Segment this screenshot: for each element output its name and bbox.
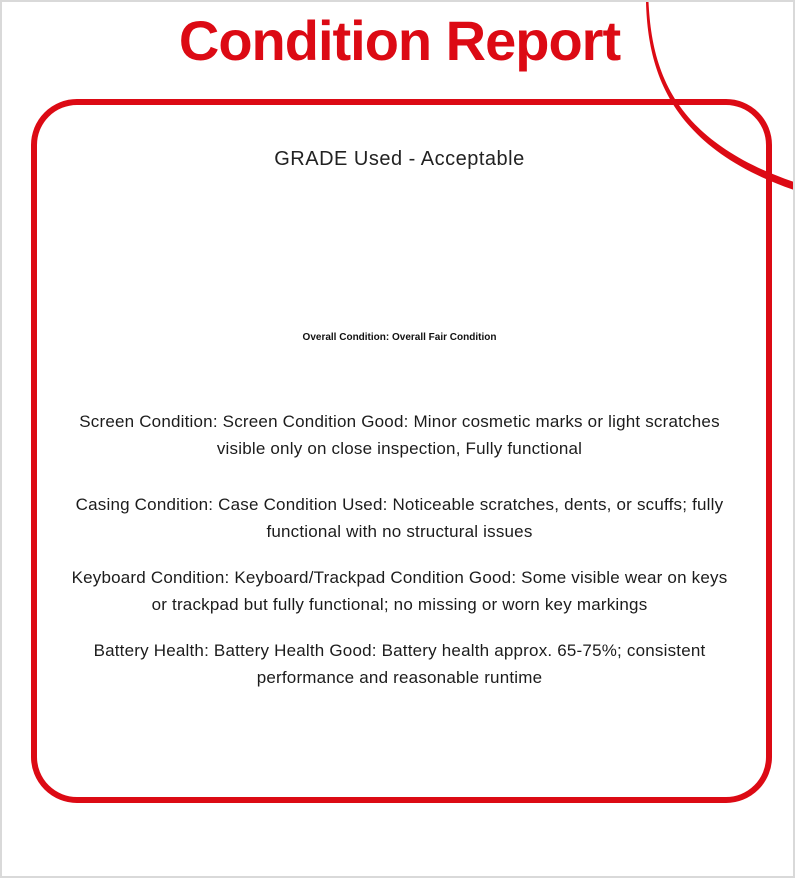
condition-item-screen: Screen Condition: Screen Condition Good: Minor cosmetic marks or light scratches visible only on close inspection, Fully functional: [79, 412, 720, 458]
overall-condition-text: Overall Condition: Overall Fair Condition: [302, 332, 497, 343]
page-title: Condition Report: [178, 9, 621, 72]
condition-list: [67, 408, 732, 710]
condition-item-keyboard: Keyboard Condition: Keyboard/Trackpad Condition Good: Some visible wear on keys or trackpad but fully functional; no missing or worn key markings: [71, 568, 728, 614]
condition-item-casing: Casing Condition: Case Condition Used: Noticeable scratches, dents, or scuffs; fully functional with no structural issues: [75, 495, 724, 541]
condition-item-battery: Battery Health: Battery Health Good: Battery health approx. 65-75%; consistent performance and reasonable runtime: [93, 641, 706, 687]
grade-heading: GRADE Used - Acceptable: [274, 148, 525, 170]
